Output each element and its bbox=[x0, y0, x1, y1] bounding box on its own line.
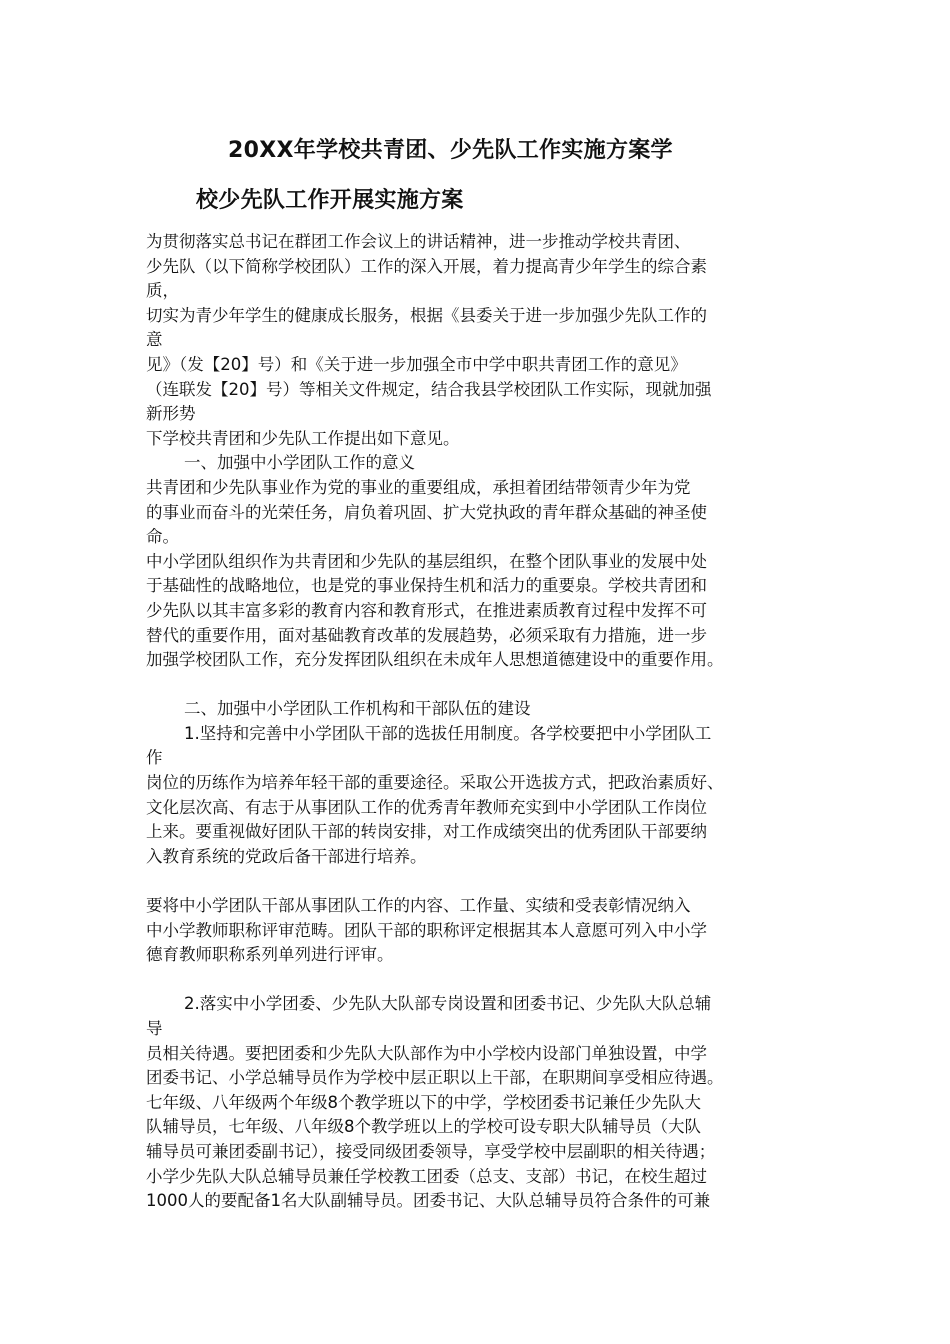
body-line: 为贯彻落实总书记在群团工作会议上的讲话精神，进一步推动学校共青团、 bbox=[146, 232, 691, 251]
body-line: 德育教师职称系列单列进行评审。 bbox=[146, 945, 394, 965]
body-line: 小学少先队大队总辅导员兼任学校教工团委（总支、支部）书记，在校生超过 bbox=[146, 1166, 707, 1186]
body-line: 员相关待遇。要把团委和少先队大队部作为中小学校内设部门单独设置，中学 bbox=[146, 1043, 707, 1063]
document-subtitle: 校少先队工作开展实施方案 bbox=[196, 188, 464, 213]
body-line: 导 bbox=[146, 1019, 163, 1038]
body-line: 见》（发【20】号）和《关于进一步加强全市中学中职共青团工作的意见》 bbox=[146, 354, 687, 374]
body-line: 要将中小学团队干部从事团队工作的内容、工作量、实绩和受表彰情况纳入 bbox=[146, 896, 691, 916]
body-line: （连联发【20】号）等相关文件规定，结合我县学校团队工作实际，现就加强 bbox=[146, 379, 712, 399]
body-line: 作 bbox=[146, 748, 163, 768]
body-line: 文化层次高、有志于从事团队工作的优秀青年教师充实到中小学团队工作岗位 bbox=[146, 797, 707, 817]
body-line: 意 bbox=[146, 330, 163, 350]
section-heading: 一、加强中小学团队工作的意义 bbox=[184, 453, 415, 473]
body-line: 切实为青少年学生的健康成长服务，根据《县委关于进一步加强少先队工作的 bbox=[146, 305, 707, 325]
body-line: 替代的重要作用，面对基础教育改革的发展趋势，必须采取有力措施，进一步 bbox=[146, 625, 707, 645]
body-line: 入教育系统的党政后备干部进行培养。 bbox=[146, 846, 427, 866]
body-line: 队辅导员，七年级、八年级8个教学班以上的学校可设专职大队辅导员（大队 bbox=[146, 1117, 701, 1137]
body-line: 加强学校团队工作，充分发挥团队组织在未成年人思想道德建设中的重要作用。 bbox=[146, 650, 724, 670]
body-line: 共青团和少先队事业作为党的事业的重要组成，承担着团结带领青少年为党 bbox=[146, 477, 691, 497]
body-line: 中小学团队组织作为共青团和少先队的基层组织，在整个团队事业的发展中处 bbox=[146, 551, 707, 571]
body-line: 中小学教师职称评审范畴。团队干部的职称评定根据其本人意愿可列入中小学 bbox=[146, 920, 707, 940]
body-line: 辅导员可兼团委副书记），接受同级团委领导，享受学校中层副职的相关待遇； bbox=[146, 1141, 716, 1161]
body-line: 新形势 bbox=[146, 404, 196, 424]
body-line: 少先队以其丰富多彩的教育内容和教育形式，在推进素质教育过程中发挥不可 bbox=[146, 600, 707, 620]
paragraph-gap bbox=[146, 869, 818, 894]
body-line: 少先队（以下简称学校团队）工作的深入开展，着力提高青少年学生的综合素 bbox=[146, 256, 707, 276]
body-line: 的事业而奋斗的光荣任务，肩负着巩固、扩大党执政的青年群众基础的神圣使 bbox=[146, 502, 707, 522]
body-line: 于基础性的战略地位，也是党的事业保持生机和活力的重要泉。学校共青团和 bbox=[146, 576, 707, 596]
section-heading: 二、加强中小学团队工作机构和干部队伍的建设 bbox=[184, 699, 531, 719]
document-body bbox=[146, 230, 818, 1214]
body-line: 1.坚持和完善中小学团队干部的选拔任用制度。各学校要把中小学团队工 bbox=[184, 723, 712, 743]
paragraph-gap bbox=[146, 968, 818, 993]
body-line: 质， bbox=[146, 281, 179, 301]
body-line: 七年级、八年级两个年级8个教学班以下的中学，学校团委书记兼任少先队大 bbox=[146, 1092, 701, 1112]
document-title: 20XX年学校共青团、少先队工作实施方案学 bbox=[228, 138, 673, 163]
body-line: 团委书记、小学总辅导员作为学校中层正职以上干部，在职期间享受相应待遇。 bbox=[146, 1068, 724, 1088]
body-line: 1000人的要配备1名大队副辅导员。团委书记、大队总辅导员符合条件的可兼 bbox=[146, 1191, 710, 1211]
body-line: 上来。要重视做好团队干部的转岗安排，对工作成绩突出的优秀团队干部要纳 bbox=[146, 822, 707, 842]
body-line: 岗位的历练作为培养年轻干部的重要途径。采取公开选拔方式，把政治素质好、 bbox=[146, 773, 724, 793]
paragraph-gap bbox=[146, 673, 818, 698]
body-line: 2.落实中小学团委、少先队大队部专岗设置和团委书记、少先队大队总辅 bbox=[184, 994, 712, 1014]
body-line: 下学校共青团和少先队工作提出如下意见。 bbox=[146, 428, 460, 448]
body-line: 命。 bbox=[146, 527, 179, 547]
